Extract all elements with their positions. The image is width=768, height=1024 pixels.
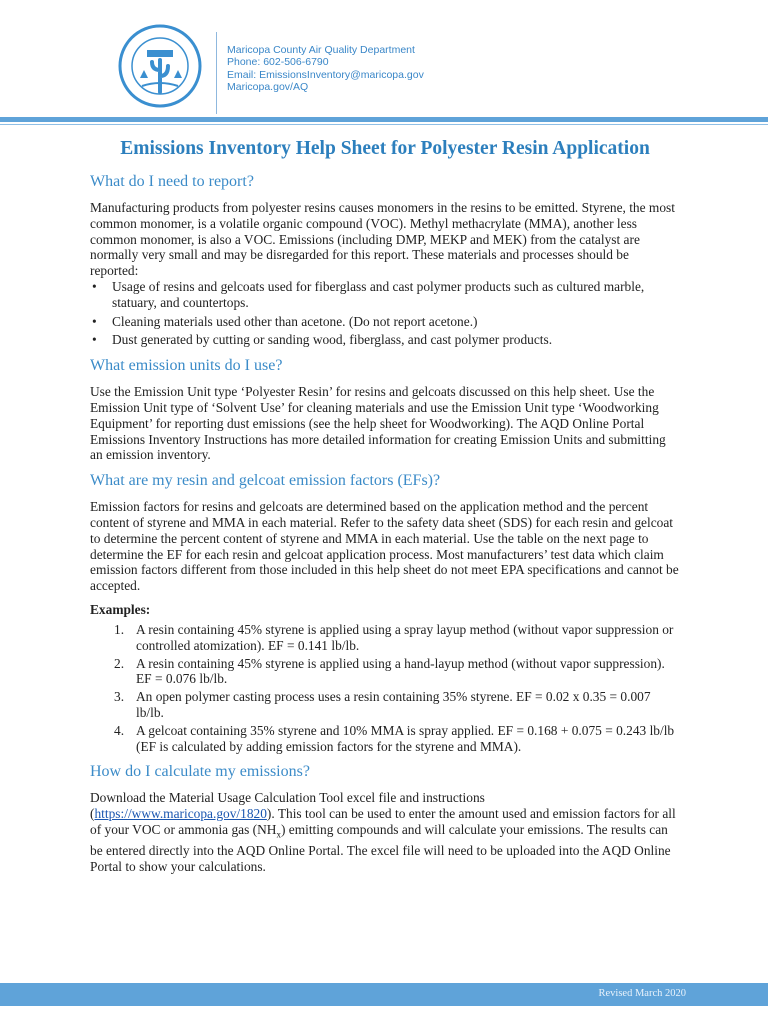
list-item (90, 279, 680, 311)
list-item-text: Usage of resins and gelcoats used for fiberglass and cast polymer products such as cultured marble, statuary, and countertops. (112, 278, 645, 310)
page-header (0, 0, 768, 122)
bullet-icon: • (92, 313, 97, 329)
header-rule-thick (0, 117, 768, 122)
section-factors (90, 471, 680, 754)
list-item-text: An open polymer casting process uses a resin containing 35% styrene. EF = 0.02 x 0.35 = 0.007 lb/lb. (136, 689, 651, 720)
email-address[interactable]: Email: EmissionsInventory@maricopa.gov (227, 68, 424, 81)
list-item: 3. An open polymer casting process uses a resin containing 35% styrene. EF = 0.02 x 0.35 = 0.007 lb/lb. (114, 689, 651, 720)
header-divider (216, 32, 217, 114)
section-heading: What emission units do I use? (90, 357, 283, 375)
section-calculate (90, 762, 680, 875)
section-paragraph: Use the Emission Unit type ‘Polyester Resin’ for resins and gelcoats discussed on this help sheet. Use the Emission Unit type of ‘Solvent Use’ for cleaning materials and use the Emission Unit type ‘Woodworking Equipment’ for reporting dust emissions (see the help sheet for Woodworking). The AQD Online Portal Emissions Inventory Instructions has more detailed information for creating Emission Units and submitting an emission inventory. (90, 384, 666, 463)
phone-number: Phone: 602-506-6790 (227, 56, 329, 69)
section-report (90, 172, 680, 348)
section-heading: How do I calculate my emissions? (90, 763, 310, 781)
section-paragraph: Download the Material Usage Calculation Tool excel file and instructions (https://www.maricopa.gov/1820). This tool can be used to enter the amount used and emission factors for all of your VOC or ammonia gas $(NH_x)$ emitting compounds and will calculate your emissions. The results can be entered directly into the AQD Online Portal. The excel file will need to be uploaded into the AQD Online Portal to show your calculations. (90, 790, 676, 875)
maricopa-county-seal-logo (118, 24, 202, 108)
contact-block (227, 44, 424, 94)
list-item: 1. A resin containing 45% styrene is applied using a spray layup method (without vapor suppression or controlled atomization). EF = 0.141 lb/lb. (114, 621, 674, 653)
revision-date: Revised March 2020 (598, 988, 686, 999)
list-item: 4. A gelcoat containing 35% styrene and 10% MMA is spray applied. EF = 0.168 + 0.075 = 0.243 lb/lb (EF is calculated by adding emission factors for the styrene and MMA). (114, 722, 675, 754)
list-item-text: A resin containing 45% styrene is applied using a hand-layup method (without vapor suppression). EF = 0.076 lb/lb. (136, 655, 665, 687)
website-link[interactable]: Maricopa.gov/AQ (227, 81, 309, 94)
section-heading: What are my resin and gelcoat emission factors (EFs)? (90, 472, 441, 490)
calculation-tool-link[interactable]: https://www.maricopa.gov/1820 (94, 806, 267, 822)
examples-list (90, 622, 680, 754)
list-item-text: A resin containing 45% styrene is applied using a spray layup method (without vapor suppression or controlled atomization). EF = 0.141 lb/lb. (136, 621, 674, 653)
header-rule-thin (0, 124, 768, 125)
bullet-icon: • (92, 278, 97, 294)
examples-label: Examples: (90, 601, 151, 617)
list-item: 2. A resin containing 45% styrene is applied using a hand-layup method (without vapor suppression). EF = 0.076 lb/lb. (114, 655, 665, 687)
section-paragraph: Emission factors for resins and gelcoats are determined based on the application method and the percent content of styrene and MMA in each material. Refer to the safety data sheet (SDS) for each resin and gelcoat to determine the percent content of styrene and MMA in each material. Use the table on the next page to determine the EF for each resin and gelcoat application process. Most manufacturers’ test data which claim emission factors different from those included in this help sheet do not meet EPA specifications and cannot be accepted. (90, 499, 679, 594)
page-title: Emissions Inventory Help Sheet for Polyester Resin Application (120, 138, 650, 159)
list-item-text: Cleaning materials used other than acetone. (Do not report acetone.) (112, 313, 478, 329)
main-content (90, 138, 680, 883)
list-item-text: Dust generated by cutting or sanding wood, fiberglass, and cast polymer products. (112, 332, 553, 348)
department-name: Maricopa County Air Quality Department (227, 44, 415, 56)
section-paragraph: Manufacturing products from polyester resins causes monomers in the resins to be emitted. Styrene, the most common monomer, is a volatile organic compound (VOC). Methyl methacrylate (MMA), another less common monomer, is also a VOC. Emissions (including DMP, MEKP and MEK) from the catalyst are normally very small and may be disregarded for this report. These materials and processes should be reported: (90, 200, 675, 279)
bullet-icon: • (92, 332, 97, 348)
list-item (90, 314, 680, 330)
section-units (90, 356, 680, 463)
report-bullet-list (90, 279, 680, 348)
list-item-text: A gelcoat containing 35% styrene and 10% MMA is spray applied. EF = 0.168 + 0.075 = 0.243 lb/lb (EF is calculated by adding emission factors for the styrene and MMA). (136, 722, 675, 754)
page-footer (0, 983, 768, 1006)
section-heading: What do I need to report? (90, 173, 254, 190)
list-item (90, 332, 680, 348)
